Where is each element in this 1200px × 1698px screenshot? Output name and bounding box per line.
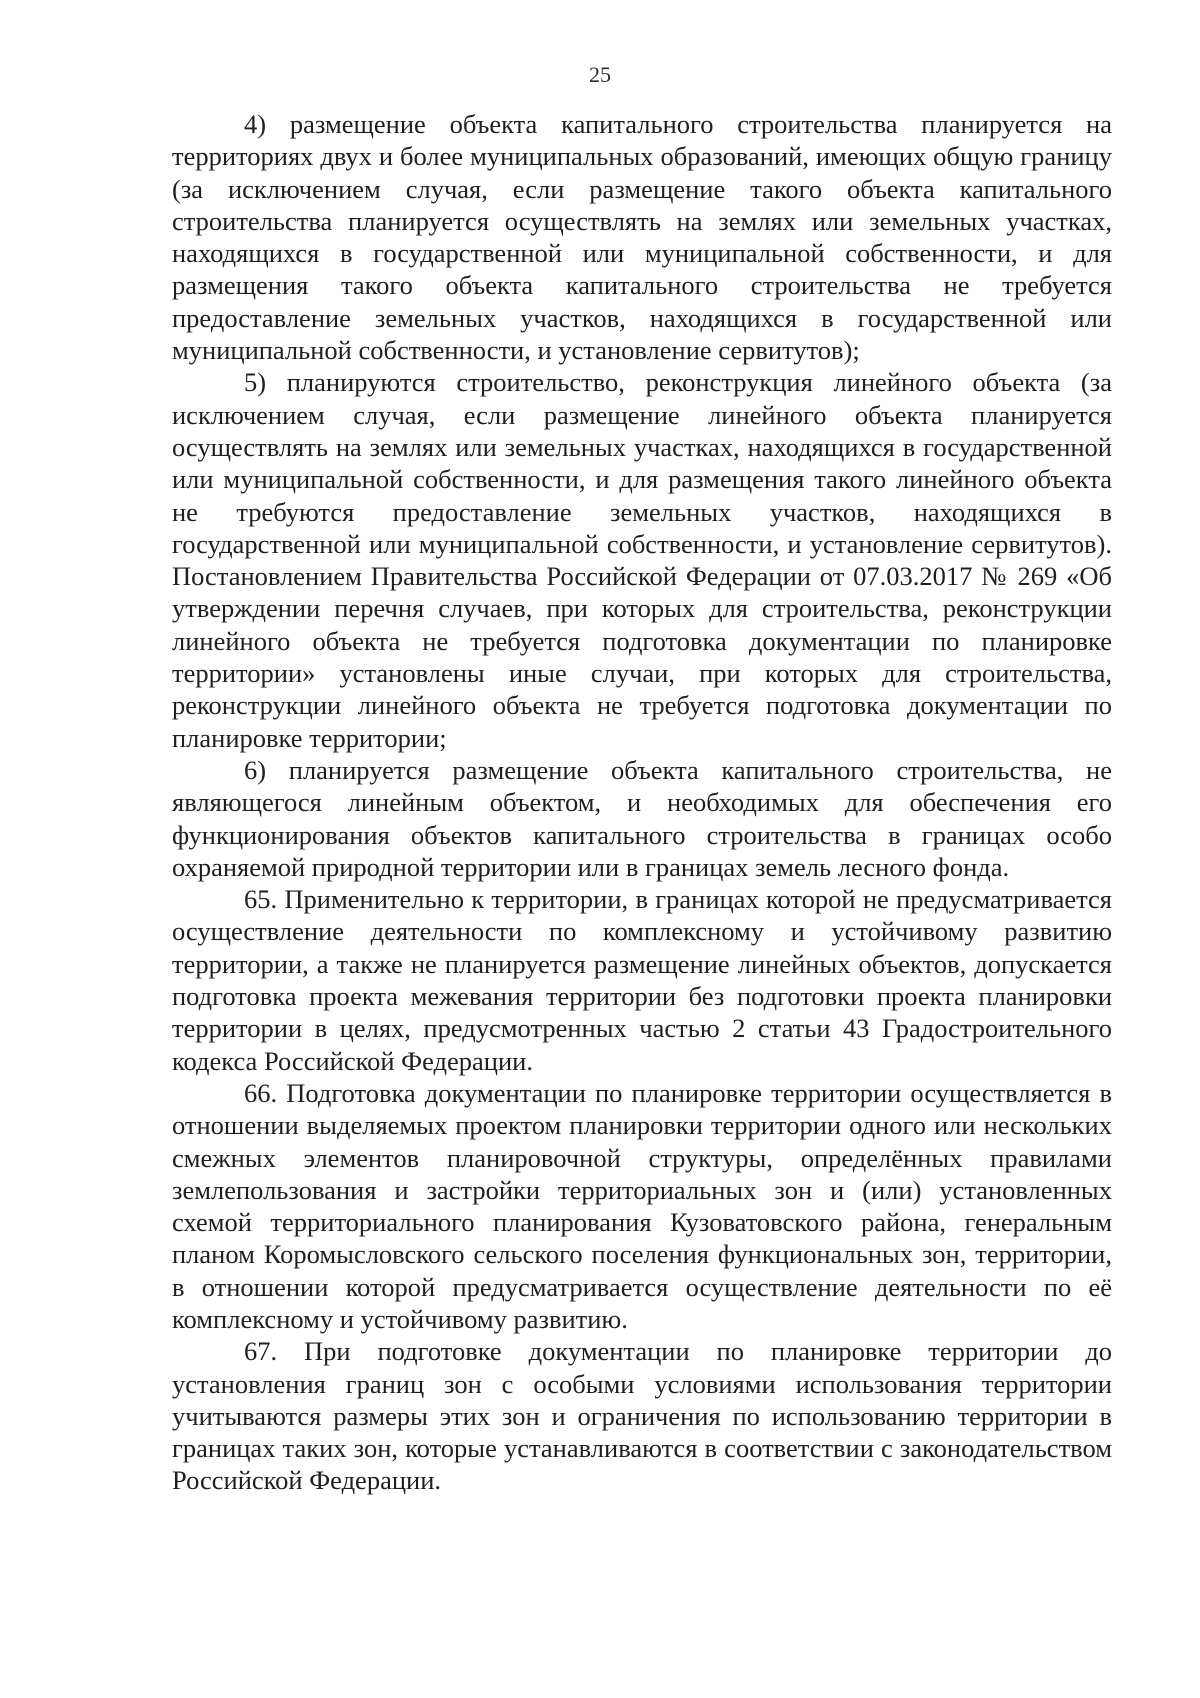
paragraph-section-67: 67. При подготовке документации по планировке территории до установления границ зон с особыми условиями использования территории учитываются размеры этих зон и ограничения по использованию территории в границах таких зон, которые устанавливаются в соответствии с законодательством Российской Федерации.	[172, 1336, 1112, 1496]
paragraph-section-66: 66. Подготовка документации по планировке территории осуществляется в отношении выделяемых проектом планировки территории одного или нескольких смежных элементов планировочной структуры, определённых правилами землепользования и застройки территориальных зон и (или) установленных схемой территориального планирования Кузоватовского района, генеральным планом Коромысловского сельского поселения функциональных зон, территории, в отношении которой предусматривается осуществление деятельности по её комплексному и устойчивому развитию.	[172, 1077, 1112, 1334]
paragraph-item-6: 6) планируется размещение объекта капитального строительства, не являющегося линейным объектом, и необходимых для обеспечения его функционирования объектов капитального строительства в границах особо охраняемой природной территории или в границах земель лесного фонда.	[172, 754, 1112, 882]
paragraph-item-5: 5) планируются строительство, реконструкция линейного объекта (за исключением случая, если размещение линейного объекта планируется осуществлять на землях или земельных участках, находящихся в государственной или муниципальной собственности, и для размещения такого линейного объекта не требуются предоставление земельных участков, находящихся в государственной или муниципальной собственности, и установление сервитутов). Постановлением Правительства Российской Федерации от 07.03.2017 № 269 «Об утверждении перечня случаев, при которых для строительства, реконструкции линейного объекта не требуется подготовка документации по планировке территории» установлены иные случаи, при которых для строительства, реконструкции линейного объекта не требуется подготовка документации по планировке территории;	[172, 367, 1112, 753]
paragraph-section-65: 65. Применительно к территории, в границах которой не предусматривается осуществление деятельности по комплексному и устойчивому развитию территории, а также не планируется размещение линейных объектов, допускается подготовка проекта межевания территории без подготовки проекта планировки территории в целях, предусмотренных частью 2 статьи 43 Градостроительного кодекса Российской Федерации.	[172, 884, 1112, 1076]
paragraph-item-4: 4) размещение объекта капитального строительства планируется на территориях двух и более муниципальных образований, имеющих общую границу (за исключением случая, если размещение такого объекта капитального строительства планируется осуществлять на землях или земельных участках, находящихся в государственной или муниципальной собственности, и для размещения такого объекта капитального строительства не требуется предоставление земельных участков, находящихся в государственной или муниципальной собственности, и установление сервитутов);	[172, 109, 1112, 366]
document-body	[172, 108, 1112, 1497]
page-number: 25	[589, 62, 611, 87]
